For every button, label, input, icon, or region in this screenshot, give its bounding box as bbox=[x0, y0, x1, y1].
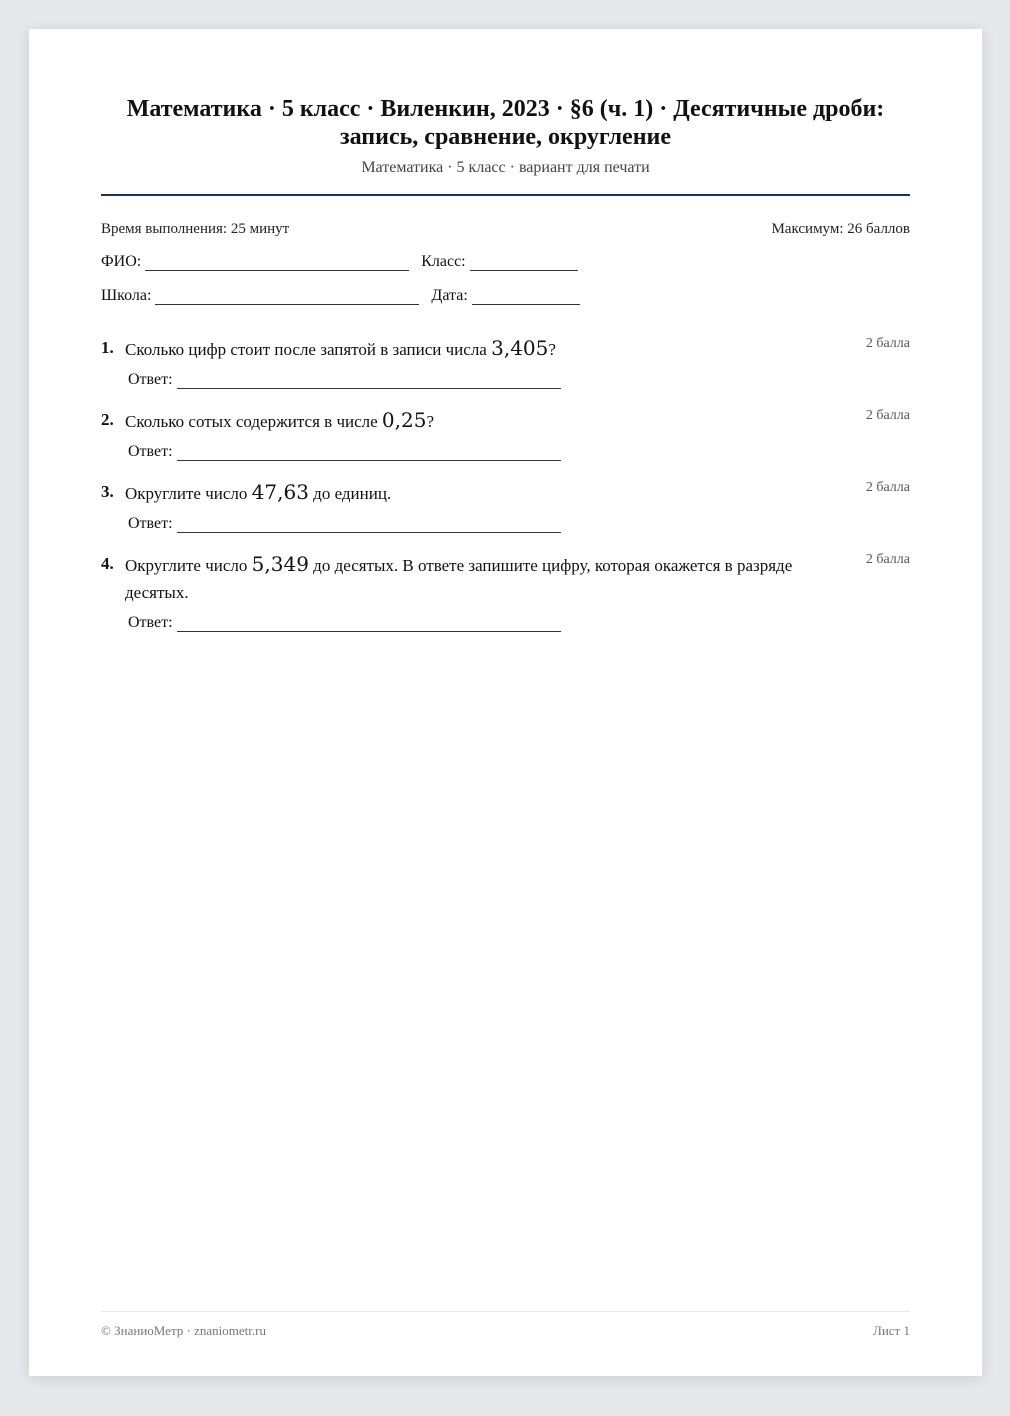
task-item bbox=[101, 551, 910, 632]
footer-copyright: © ЗнаниоМетр · znaniometr.ru bbox=[101, 1323, 266, 1338]
page-subtitle: Математика · 5 класс · вариант для печати bbox=[361, 159, 650, 176]
student-fields-row-1 bbox=[101, 253, 910, 271]
date-field[interactable] bbox=[472, 290, 580, 305]
answer-field[interactable] bbox=[177, 374, 561, 389]
answer-row bbox=[128, 443, 910, 461]
task-math: 0,25 bbox=[381, 408, 427, 432]
task-math: 5,349 bbox=[251, 552, 309, 576]
task-list bbox=[101, 335, 910, 632]
school-label: Школа: bbox=[101, 287, 152, 304]
task-points: 2 балла bbox=[865, 408, 910, 423]
task-text: Округлите число 5,349 до десятых. В ответе запишите цифру, которая окажется в разряде десятых. bbox=[125, 552, 793, 602]
answer-field[interactable] bbox=[177, 617, 561, 632]
answer-row bbox=[128, 371, 910, 389]
answer-label: Ответ: bbox=[128, 515, 173, 532]
task-points: 2 балла bbox=[865, 552, 910, 567]
answer-label: Ответ: bbox=[128, 614, 173, 631]
time-limit: Время выполнения: 25 минут bbox=[101, 221, 290, 237]
meta-row bbox=[101, 220, 910, 238]
answer-label: Ответ: bbox=[128, 371, 173, 388]
task-text: Округлите число 47,63 до единиц. bbox=[125, 480, 392, 504]
task-item bbox=[101, 407, 910, 461]
answer-row bbox=[128, 515, 910, 533]
task-text: Сколько цифр стоит после запятой в записи числа 3,405? bbox=[125, 336, 556, 360]
task-points: 2 балла bbox=[865, 480, 910, 495]
task-number: 1. bbox=[101, 338, 114, 357]
answer-field[interactable] bbox=[177, 446, 561, 461]
class-field[interactable] bbox=[470, 256, 578, 271]
worksheet-page bbox=[29, 29, 982, 1376]
task-math: 47,63 bbox=[251, 480, 309, 504]
task-math: 3,405 bbox=[491, 336, 549, 360]
max-score: Максимум: 26 баллов bbox=[771, 221, 910, 237]
page-title: Математика · 5 класс · Виленкин, 2023 · §6 (ч. 1) · Десятичные дроби: запись, сравнение, округление bbox=[126, 96, 885, 150]
header-divider bbox=[101, 194, 910, 196]
footer-sheet-number: Лист 1 bbox=[873, 1323, 910, 1338]
answer-row bbox=[128, 614, 910, 632]
answer-field[interactable] bbox=[177, 518, 561, 533]
task-points: 2 балла bbox=[865, 336, 910, 351]
task-item bbox=[101, 479, 910, 533]
fio-field[interactable] bbox=[145, 256, 409, 271]
school-field[interactable] bbox=[155, 290, 419, 305]
task-number: 2. bbox=[101, 410, 114, 429]
date-label: Дата: bbox=[431, 287, 468, 304]
fio-label: ФИО: bbox=[101, 253, 142, 270]
answer-label: Ответ: bbox=[128, 443, 173, 460]
task-number: 3. bbox=[101, 482, 114, 501]
worksheet-content bbox=[101, 29, 910, 650]
page-footer bbox=[101, 1311, 910, 1339]
class-label: Класс: bbox=[421, 253, 466, 270]
student-fields-row-2 bbox=[101, 287, 910, 305]
task-number: 4. bbox=[101, 554, 114, 573]
task-item bbox=[101, 335, 910, 389]
task-text: Сколько сотых содержится в числе 0,25? bbox=[125, 408, 434, 432]
